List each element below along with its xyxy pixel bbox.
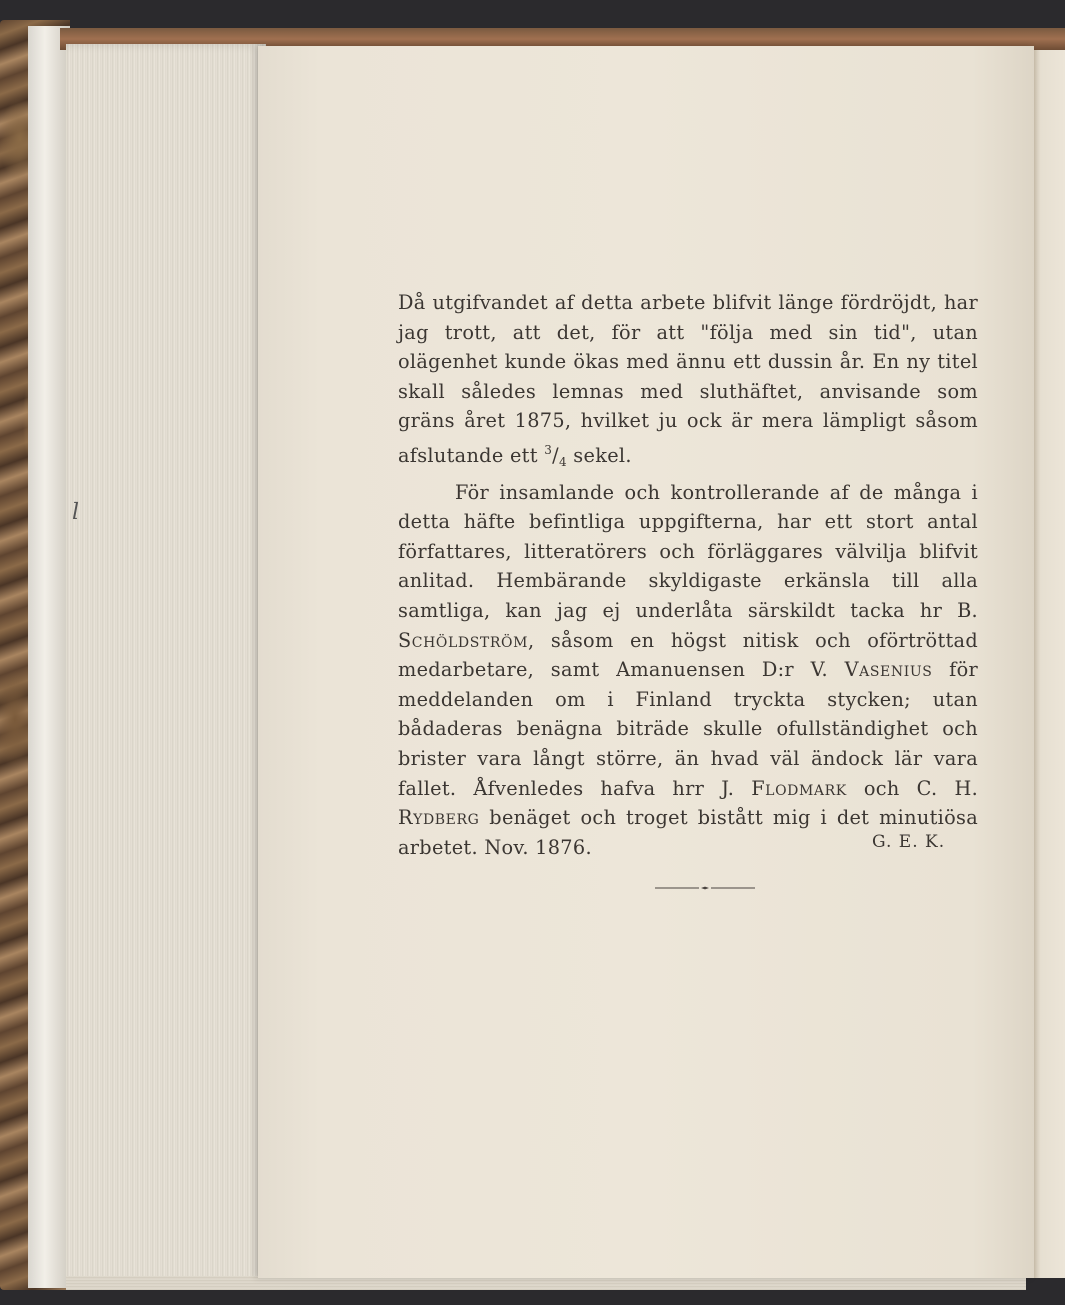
- paragraph-1: [398, 288, 978, 478]
- text-run: sekel.: [566, 443, 632, 467]
- signature-initials: G. E. K.: [872, 832, 946, 852]
- page-stack-bottom: [66, 1276, 1026, 1290]
- text-run: för meddelanden om i Finland tryckta stycken; utan bådaderas benägna biträde skulle ofullständighet och brister vara långt större, än hvad väl ändock lär vara fallet. Åfvenledes hafva hrr J.: [398, 658, 979, 800]
- text-run: Vasenius: [844, 658, 933, 682]
- margin-pencil-mark: l: [72, 500, 80, 525]
- text-run: 4: [558, 454, 567, 469]
- page-stack-edge: [66, 44, 266, 1289]
- preface-text: [398, 288, 978, 862]
- text-run: benäget och troget bistått mig i det minutiösa arbetet. Nov. 1876.: [398, 806, 978, 859]
- paragraph-2: [398, 478, 978, 863]
- text-run: Flodmark: [751, 776, 847, 800]
- text-run: och C. H.: [846, 776, 978, 800]
- text-run: /: [552, 443, 559, 467]
- ornament-rule: [655, 886, 755, 890]
- text-run: 3: [544, 442, 553, 457]
- cover-edge: [28, 26, 70, 1288]
- text-run: För insamlande och kontrollerande af de många i detta häfte befintliga uppgifterna, har ett stort antal författares, litteratörers och förläggares välvilja blifvit anlitad. Hembärande skyldigaste erkänsla till alla samtliga, kan jag ej underlåta särskildt tacka hr B.: [398, 480, 978, 622]
- adjacent-page: [1030, 50, 1065, 1278]
- text-run: Rydberg: [398, 806, 480, 830]
- text-run: Schöldström: [398, 628, 529, 652]
- text-run: Då utgifvandet af detta arbete blifvit länge fördröjdt, har jag trott, att det, för att "följa med sin tid", utan olägenhet kunde ökas med ännu ett dussin år. En ny titel skall således lemnas med sluthäftet, anvisande som gräns året 1875, hvilket ju ock är mera lämpligt såsom afslutande ett: [398, 291, 978, 467]
- text-run: , såsom en högst nitisk och oförtröttad medarbetare, samt Amanuensen D:r V.: [398, 628, 978, 682]
